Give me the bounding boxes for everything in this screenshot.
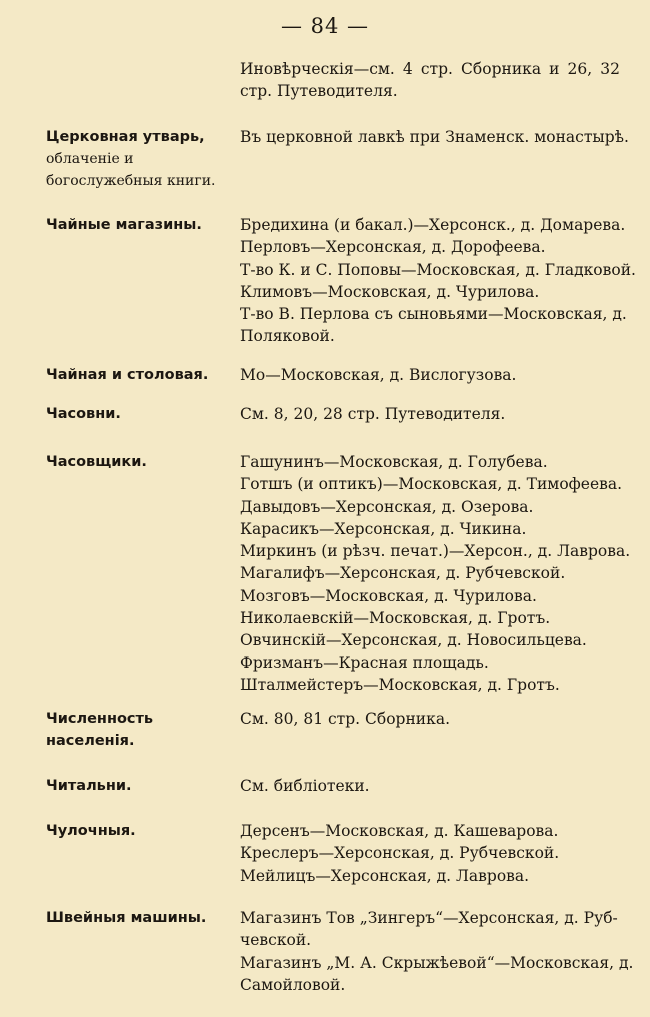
entry-line: Мо—Московская, д. Вислогузова.	[240, 366, 517, 384]
entry-lines	[240, 403, 625, 425]
entry-heading	[46, 775, 236, 797]
entry-heading	[46, 451, 236, 473]
entry-line: Карасикъ—Херсонская, д. Чикина.	[240, 519, 527, 538]
entry-line: См. 8, 20, 28 стр. Путеводителя.	[240, 405, 506, 423]
entry-line: Т-во В. Перлова съ сыновьями—Московская, д.	[240, 305, 627, 324]
entry-line: Давыдовъ—Херсонская, д. Озерова.	[240, 497, 534, 516]
entry-heading-text: Читальни.	[46, 778, 132, 794]
entry-line: Миркинъ (и рѣзч. печат.)—Херсон., д. Лаврова.	[240, 542, 631, 561]
entry-line: Мозговъ—Московская, д. Чурилова.	[240, 586, 537, 605]
entry-line: См. 80, 81 стр. Сборника.	[240, 710, 450, 728]
entry-line: Магазинъ „М. А. Скрыжѣевой“—Московская, д.	[240, 953, 634, 972]
entry-line: См. библіотеки.	[240, 777, 370, 795]
entry-line: Самойловой.	[240, 975, 346, 994]
entry-line: Шталмейстеръ—Московская, д. Гротъ.	[240, 675, 560, 694]
entry-line: Гашунинъ—Московская, д. Голубева.	[240, 453, 548, 471]
entry-line: Фризманъ—Красная площадь.	[240, 653, 489, 672]
entry-line: Поляковой.	[240, 327, 335, 346]
entry-line: Бредихина (и бакал.)—Херсонск., д. Домарева.	[240, 216, 626, 234]
preface-text: Иновѣрческія—см. 4 стр. Сборника и 26, 32 стр. Путеводителя.	[240, 60, 620, 100]
entry-lines	[240, 451, 631, 696]
entry-heading-subtext: облаченіе и богослужебныя книги.	[46, 151, 216, 189]
entry-heading	[46, 820, 236, 842]
entry-line: Овчинскій—Херсонская, д. Новосильцева.	[240, 631, 587, 650]
entry-line: Въ церковной лавкѣ при Знаменск. монастырѣ.	[240, 128, 629, 146]
entry-heading	[46, 708, 236, 752]
entry-lines	[240, 907, 634, 996]
entry-line: чевской.	[240, 931, 312, 950]
entry-heading	[46, 126, 236, 192]
entry-line: Готшъ (и оптикъ)—Московская, д. Тимофеева.	[240, 475, 623, 494]
entry-line: Магалифъ—Херсонская, д. Рубчевской.	[240, 564, 566, 583]
entry-heading	[46, 214, 236, 236]
entry-line: Дерсенъ—Московская, д. Кашеварова.	[240, 822, 559, 840]
entry-line: Мейлицъ—Херсонская, д. Лаврова.	[240, 866, 530, 885]
page-number: — 84 —	[280, 14, 370, 38]
entry-lines	[240, 364, 625, 386]
entry-heading-text: Чайные магазины.	[46, 217, 202, 233]
entry-heading-text: Чайная и столовая.	[46, 367, 209, 383]
entry-heading-text: Чулочныя.	[46, 823, 136, 839]
entry-lines	[240, 775, 625, 797]
entry-heading	[46, 364, 236, 386]
entry-line: Николаевскій—Московская, д. Гротъ.	[240, 609, 551, 628]
entry-lines	[240, 708, 625, 730]
entry-heading	[46, 403, 236, 425]
entry-heading-text: Численность населенія.	[46, 711, 154, 749]
entry-line: Креслеръ—Херсонская, д. Рубчевской.	[240, 844, 560, 863]
entry-heading-text: Швейныя машины.	[46, 910, 207, 926]
entry-lines	[240, 126, 629, 148]
entry-lines	[240, 214, 636, 348]
entry-heading-text: Церковная утварь,	[46, 129, 205, 145]
entry-heading-text: Часовни.	[46, 406, 121, 422]
entry-lines	[240, 820, 625, 887]
entry-line: Магазинъ Тов „Зингеръ“—Херсонская, д. Руб-	[240, 909, 618, 927]
entry-heading	[46, 907, 236, 929]
entry-heading-text: Часовщики.	[46, 454, 147, 470]
entry-line: Перловъ—Херсонская, д. Дорофеева.	[240, 238, 546, 257]
entry-line: Т-во К. и С. Поповы—Московская, д. Гладковой.	[240, 260, 636, 279]
entry-line: Климовъ—Московская, д. Чурилова.	[240, 282, 540, 301]
